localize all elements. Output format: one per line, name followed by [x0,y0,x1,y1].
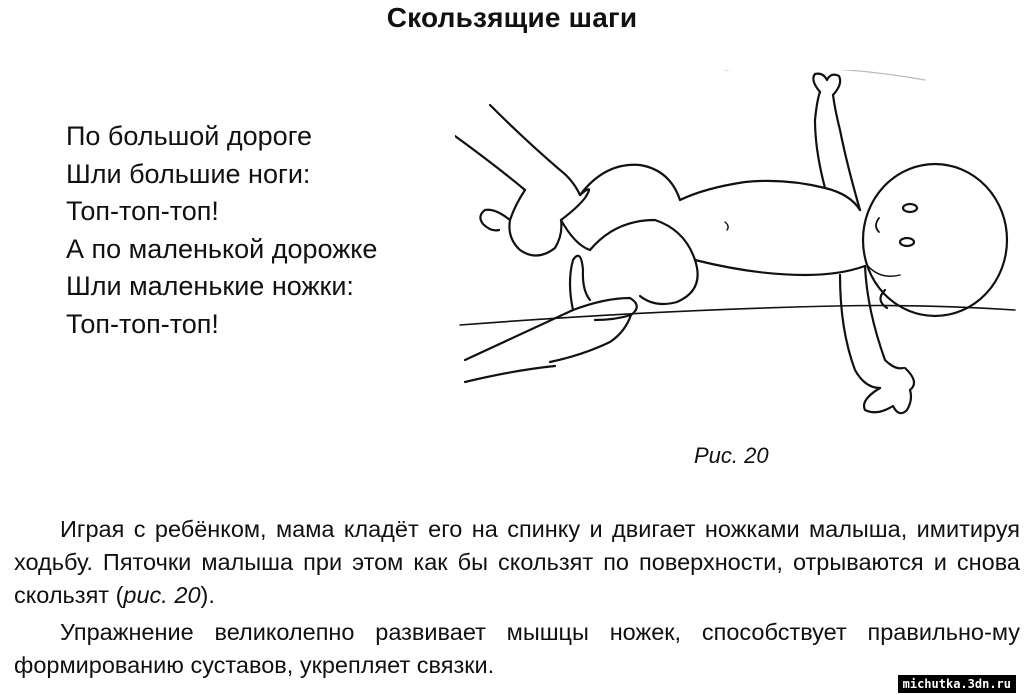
poem [66,118,377,343]
adult-hand-upper [561,189,589,220]
figure-caption: Рис. 20 [694,443,769,468]
poem-line: Топ-топ-топ! [66,196,219,226]
page-title: Скользящие шаги [386,2,638,33]
poem-line: А по маленькой дорожке [66,233,378,264]
baby-leg [580,165,680,200]
paragraph-text: ). [200,582,215,608]
adult-arm-upper [455,136,525,190]
adult-thumb [570,256,590,310]
baby-arm [840,275,880,388]
poem-line: Шли маленькие ножки: [66,271,354,301]
poem-line: Топ-топ-топ! [66,308,219,339]
baby-foot [480,210,510,231]
baby-cheek [867,265,900,276]
poem-line: По большой дороге [66,121,312,151]
adult-arm-lower [465,298,637,360]
paragraph-text: Играя с ребёнком, мама кладёт его на спинку и двигает ножками малыша, имитируя ходьбу. Пяточки малыша при этом как бы скользят по поверхности, отрываются и снова скользят ( [14,516,1020,608]
baby-torso [695,260,865,275]
baby-head [863,164,1007,316]
baby-torso [680,181,860,210]
poem-line: Шли большие ноги: [66,158,311,189]
baby-hand [813,74,840,95]
watermark: michutka.3dn.ru [898,675,1016,693]
baby-illustration [455,70,1020,450]
body-text [14,513,1020,682]
surface-line [465,366,555,382]
baby-eye [900,238,914,246]
baby-navel [725,222,728,230]
baby-eye [903,204,917,212]
adult-arm-upper [490,105,580,195]
paragraph: Упражнение великолепно развивает мышцы ножек, способствует правильно-му формированию суставов, укрепляет связки. [14,619,1020,678]
paragraph [14,513,1020,612]
baby-arm [865,266,903,368]
adult-hand-upper [509,190,561,256]
baby-leg [590,220,698,304]
figure-reference: рис. 20 [123,582,201,608]
baby-arm [815,92,825,188]
baby-hand [864,368,914,413]
baby-leg [561,220,590,250]
baby-mouth [876,218,879,232]
adult-hand-lower [550,315,631,362]
